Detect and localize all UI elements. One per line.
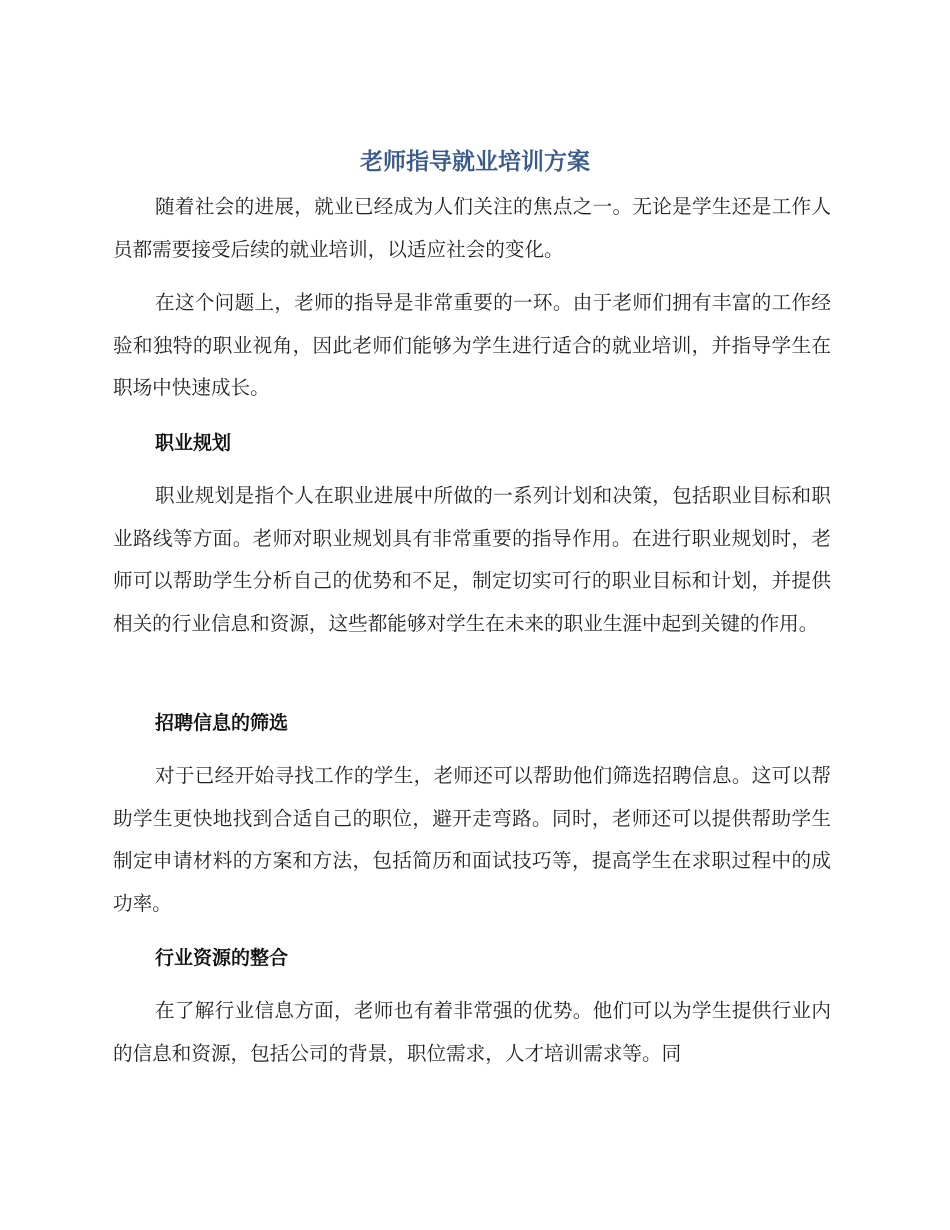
intro-paragraph-2: 在这个问题上，老师的指导是非常重要的一环。由于老师们拥有丰富的工作经验和独特的职业视角，因此老师们能够为学生进行适合的就业培训，并指导学生在职场中快速成长。 <box>113 291 831 399</box>
section-body-career-planning: 职业规划是指个人在职业进展中所做的一系列计划和决策，包括职业目标和职业路线等方面。老师对职业规划具有非常重要的指导作用。在进行职业规划时，老师可以帮助学生分析自己的优势和不足，制定切实可行的职业目标和计划，并提供相关的行业信息和资源，这些都能够对学生在未来的职业生涯中起到关键的作用。 <box>113 484 831 635</box>
section-body-job-info-screening: 对于已经开始寻找工作的学生，老师还可以帮助他们筛选招聘信息。这可以帮助学生更快地找到合适自己的职位，避开走弯路。同时，老师还可以提供帮助学生制定申请材料的方案和方法，包括简历和面试技巧等，提高学生在求职过程中的成功率。 <box>113 764 831 915</box>
section-heading-job-info-screening: 招聘信息的筛选 <box>155 712 289 734</box>
section-heading-industry-resources: 行业资源的整合 <box>155 947 289 969</box>
document-title: 老师指导就业培训方案 <box>360 149 590 175</box>
section-heading-career-planning: 职业规划 <box>155 432 232 454</box>
section-body-industry-resources: 在了解行业信息方面，老师也有着非常强的优势。他们可以为学生提供行业内的信息和资源，包括公司的背景，职位需求，人才培训需求等。同 <box>113 999 831 1065</box>
intro-paragraph-1: 随着社会的进展，就业已经成为人们关注的焦点之一。无论是学生还是工作人员都需要接受后续的就业培训，以适应社会的变化。 <box>113 195 831 261</box>
